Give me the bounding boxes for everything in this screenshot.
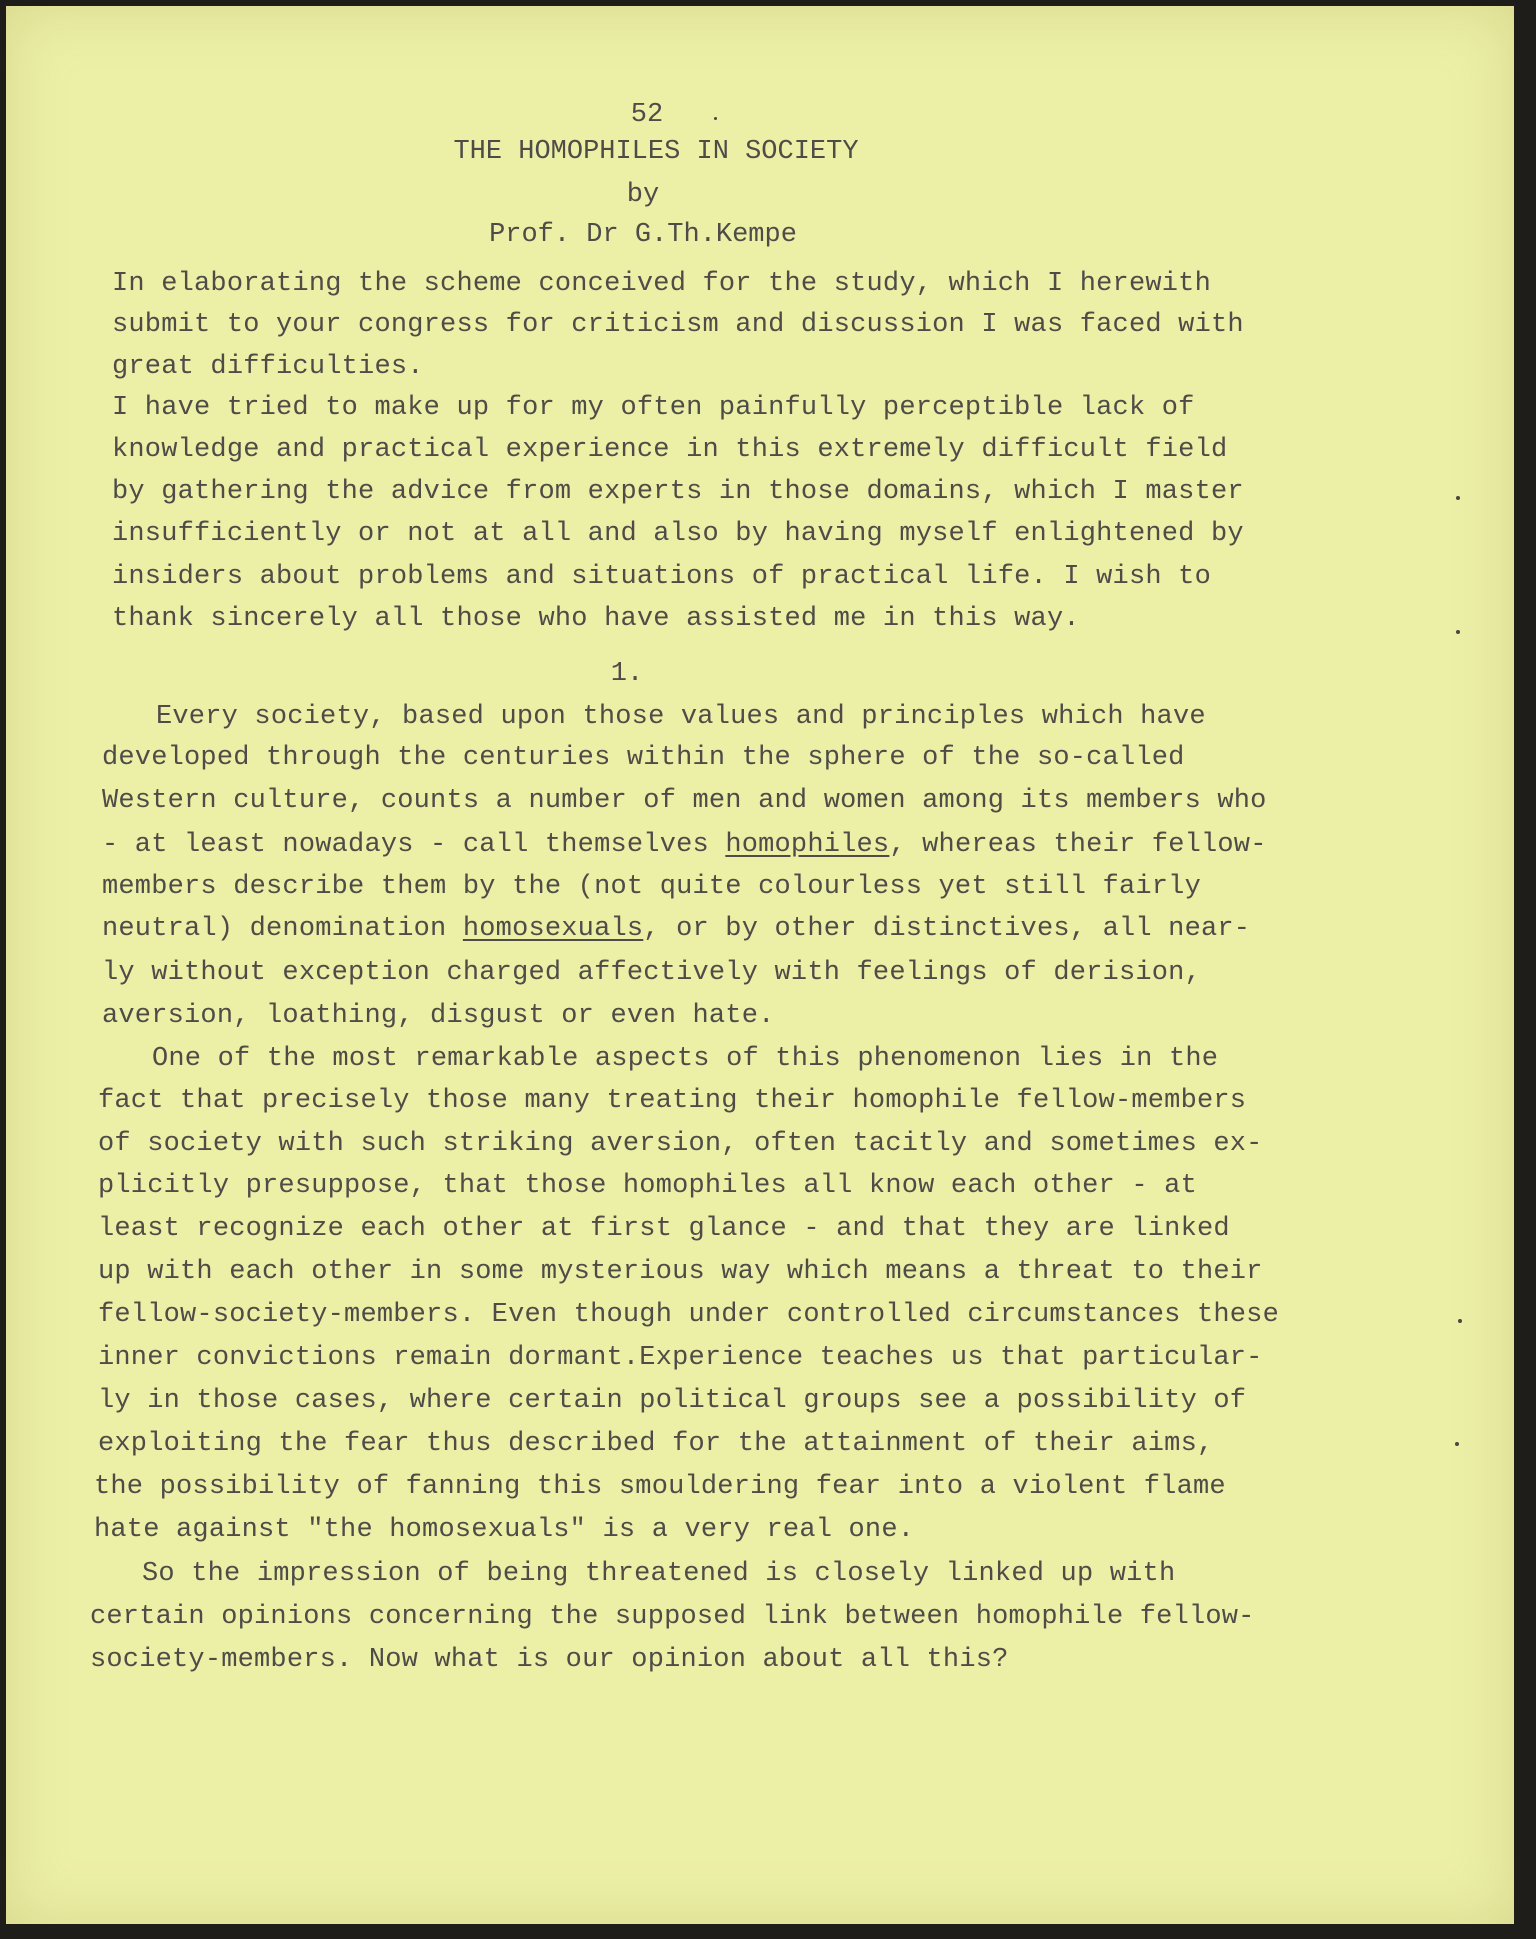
- paper-speck: [1455, 1442, 1459, 1446]
- intro-line: insiders about problems and situations of practical life. I wish to: [112, 562, 1211, 592]
- byline-by: by: [626, 180, 660, 210]
- page-number: 52: [630, 100, 664, 130]
- paragraph-2-line: fellow-society-members. Even though under controlled circumstances these: [98, 1300, 1279, 1330]
- intro-line: submit to your congress for criticism and discussion I was faced with: [112, 310, 1244, 340]
- paragraph-2-line: fact that precisely those many treating their homophile fellow-members: [98, 1086, 1247, 1116]
- paragraph-1-line: [102, 832, 1267, 859]
- paragraph-2-line: of society with such striking aversion, often tacitly and sometimes ex-: [98, 1129, 1263, 1159]
- paper-speck: [1456, 630, 1460, 634]
- intro-line: by gathering the advice from experts in those domains, which I master: [112, 477, 1244, 507]
- paragraph-1-line: Every society, based upon those values and principles which have: [156, 702, 1206, 732]
- intro-line: In elaborating the scheme conceived for the study, which I herewith: [112, 269, 1211, 299]
- paragraph-2-line: hate against "the homosexuals" is a very real one.: [94, 1515, 915, 1545]
- intro-line: thank sincerely all those who have assisted me in this way.: [112, 604, 1080, 634]
- paragraph-2-line: the possibility of fanning this smouldering fear into a violent flame: [94, 1472, 1226, 1502]
- paragraph-2-line: ly in those cases, where certain political groups see a possibility of: [98, 1386, 1247, 1416]
- paragraph-2-line: least recognize each other at first glance - and that they are linked: [98, 1214, 1230, 1244]
- text-run: - at least nowadays - call themselves: [102, 830, 726, 860]
- paper-speck: [1456, 496, 1460, 500]
- underlined-term-homophiles: homophiles: [725, 830, 890, 860]
- paragraph-1-line: ly without exception charged affectively with feelings of derision,: [102, 958, 1201, 988]
- underlined-term-homosexuals: homosexuals: [462, 914, 644, 944]
- text-run: , or by other distinctives, all near-: [643, 914, 1251, 944]
- author-name: Prof. Dr G.Th.Kempe: [489, 220, 797, 250]
- paragraph-1-line: developed through the centuries within the sphere of the so-called: [102, 743, 1185, 773]
- paragraph-2-line: One of the most remarkable aspects of this phenomenon lies in the: [152, 1044, 1219, 1074]
- intro-line: insufficiently or not at all and also by having myself enlightened by: [112, 519, 1244, 549]
- text-run: , whereas their fellow-: [889, 830, 1267, 860]
- intro-line: I have tried to make up for my often painfully perceptible lack of: [112, 393, 1195, 423]
- paragraph-1-line: Western culture, counts a number of men and women among its members who: [102, 786, 1267, 816]
- text-run: neutral) denomination: [102, 914, 463, 944]
- paragraph-1-line: [102, 916, 1250, 943]
- paragraph-2-line: plicitly presuppose, that those homophiles all know each other - at: [98, 1171, 1197, 1201]
- paragraph-1-line: members describe them by the (not quite colourless yet still fairly: [102, 872, 1201, 902]
- paragraph-2-line: up with each other in some mysterious way which means a threat to their: [98, 1257, 1263, 1287]
- typewritten-page: [6, 6, 1514, 1924]
- paper-speck: [714, 117, 717, 120]
- paragraph-3-line: So the impression of being threatened is closely linked up with: [142, 1559, 1176, 1589]
- section-number: 1.: [610, 659, 644, 689]
- paragraph-3-line: certain opinions concerning the supposed link between homophile fellow-: [90, 1602, 1255, 1632]
- paragraph-3-line: society-members. Now what is our opinion about all this?: [90, 1645, 1009, 1675]
- paragraph-1-line: aversion, loathing, disgust or even hate.: [102, 1001, 775, 1031]
- intro-line: great difficulties.: [112, 352, 424, 382]
- paragraph-2-line: exploiting the fear thus described for the attainment of their aims,: [98, 1429, 1214, 1459]
- paragraph-2-line: inner convictions remain dormant.Experience teaches us that particular-: [98, 1343, 1263, 1373]
- document-title: THE HOMOPHILES IN SOCIETY: [453, 137, 859, 167]
- paper-speck: [1458, 1319, 1462, 1323]
- intro-line: knowledge and practical experience in this extremely difficult field: [112, 435, 1228, 465]
